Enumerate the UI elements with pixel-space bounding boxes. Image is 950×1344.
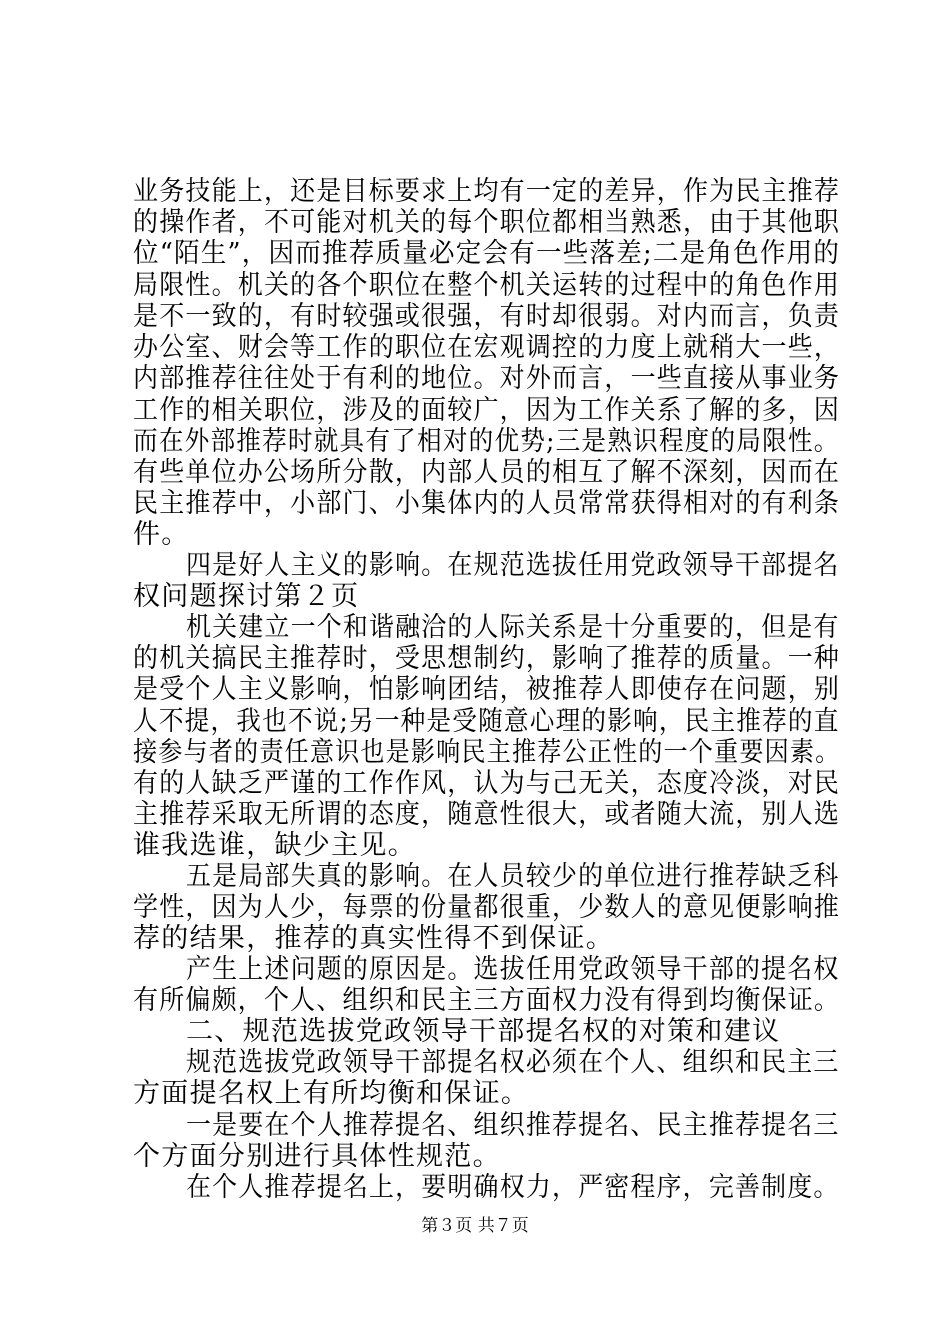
body-line: 有些单位办公场所分散，内部人员的相互了解不深刻，因而在 [133,457,841,488]
body-line: 谁我选谁，缺少主见。 [133,830,416,861]
body-line: 有所偏颇，个人、组织和民主三方面权力没有得到均衡保证。 [133,985,841,1016]
body-line: 是受个人主义影响，怕影响团结，被推荐人即使存在问题，别 [133,674,841,705]
body-line: 是不一致的，有时较强或很强，有时却很弱。对内而言，负责 [133,301,841,332]
body-line: 方面提名权上有所均衡和保证。 [133,1078,530,1109]
paragraph-start-line: 五是局部失真的影响。在人员较少的单位进行推荐缺乏科 [186,861,840,892]
body-line: 主推荐采取无所谓的态度，随意性很大，或者随大流，别人选 [133,799,841,830]
body-line: 有的人缺乏严谨的工作作风，认为与己无关，态度冷淡，对民 [133,768,841,799]
body-line: 学性，因为人少，每票的份量都很重，少数人的意见便影响推 [133,892,841,923]
paragraph-start-line: 规范选拔党政领导干部提名权必须在个人、组织和民主三 [186,1047,840,1078]
section-heading: 二、规范选拔党政领导干部提名权的对策和建议 [186,1016,781,1047]
body-line: 而在外部推荐时就具有了相对的优势;三是熟识程度的局限性。 [133,426,840,457]
body-line: 的机关搞民主推荐时，受思想制约，影响了推荐的质量。一种 [133,643,841,674]
body-line: 人不提，我也不说;另一种是受随意心理的影响，民主推荐的直 [133,706,840,737]
body-line: 办公室、财会等工作的职位在宏观调控的力度上就稍大一些， [133,332,841,363]
body-line: 荐的结果，推荐的真实性得不到保证。 [133,923,615,954]
body-line: 位“陌生”，因而推荐质量必定会有一些落差;二是角色作用的 [133,238,841,269]
paragraph-start-line: 产生上述问题的原因是。选拔任用党政领导干部的提名权 [186,954,840,985]
body-line: 个方面分别进行具体性规范。 [133,1141,501,1172]
body-line: 的操作者，不可能对机关的每个职位都相当熟悉，由于其他职 [133,207,841,238]
page-footer: 第３页 共７页 [421,1216,529,1236]
paragraph-start-line: 在个人推荐提名上，要明确权力，严密程序，完善制度。 [186,1172,840,1203]
body-line: 工作的相关职位，涉及的面较广，因为工作关系了解的多，因 [133,395,841,426]
body-line: 接参与者的责任意识也是影响民主推荐公正性的一个重要因素。 [133,737,841,768]
body-line: 民主推荐中，小部门、小集体内的人员常常获得相对的有利条 [133,488,841,519]
paragraph-start-line: 四是好人主义的影响。在规范选拔任用党政领导干部提名 [186,550,840,581]
paragraph-start-line: 机关建立一个和谐融洽的人际关系是十分重要的，但是有 [186,612,840,643]
body-line: 件。 [133,519,190,550]
body-line: 局限性。机关的各个职位在整个机关运转的过程中的角色作用 [133,270,841,301]
body-line: 权问题探讨第２页 [133,581,360,612]
paragraph-start-line: 一是要在个人推荐提名、组织推荐提名、民主推荐提名三 [186,1110,840,1141]
body-line: 业务技能上，还是目标要求上均有一定的差异，作为民主推荐 [133,176,841,207]
body-line: 内部推荐往往处于有利的地位。对外而言，一些直接从事业务 [133,363,841,394]
